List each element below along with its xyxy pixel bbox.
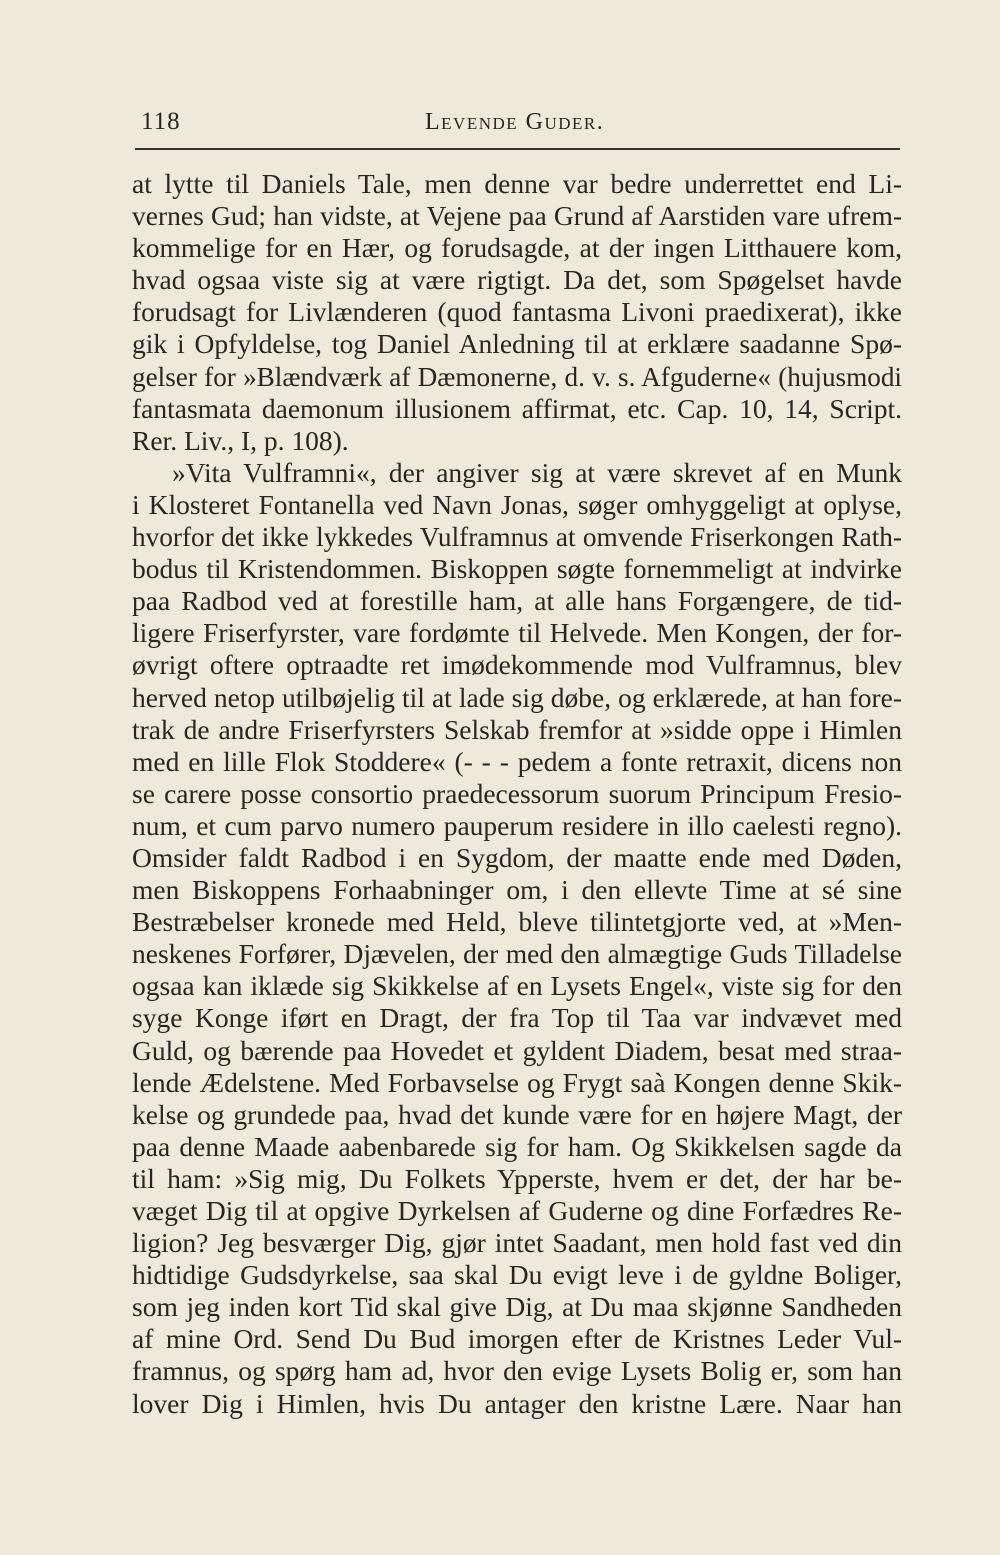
text-line: vernes Gud; han vidste, at Vejene paa Grund af Aarstiden vare ufrem- xyxy=(132,200,902,232)
text-line: Guld, og bærende paa Hovedet et gyldent Diadem, besat med straa- xyxy=(132,1034,902,1066)
text-line: bodus til Kristendommen. Biskoppen søgte fornemmeligt at indvirke xyxy=(132,553,902,585)
text-line: at lytte til Daniels Tale, men denne var bedre underrettet end Li- xyxy=(132,168,902,199)
text-line: hvorfor det ikke lykkedes Vulframnus at omvende Friserkongen Rath- xyxy=(132,522,902,553)
text-line: ogsaa kan iklæde sig Skikkelse af en Lysets Engel«, viste sig for den xyxy=(132,970,902,1002)
text-line: lover Dig i Himlen, hvis Du antager den kristne Lære. Naar han xyxy=(132,1387,902,1419)
text-line: væget Dig til at opgive Dyrkelsen af Guderne og dine Forfædres Re- xyxy=(132,1195,902,1226)
page-header xyxy=(135,108,900,144)
text-line: men Biskoppens Forhaabninger om, i den ellevte Time at sé sine xyxy=(132,874,902,906)
text-line: kommelige for en Hær, og forudsagde, at der ingen Litthauere kom, xyxy=(132,232,902,264)
running-title: Levende Guder. xyxy=(425,109,605,135)
text-line: Bestræbelser kronede med Held, bleve tilintetgjorte ved, at »Men- xyxy=(132,906,902,938)
text-line: hvad ogsaa viste sig at være rigtigt. Da det, som Spøgelset havde xyxy=(132,264,902,296)
text-line: neskenes Forfører, Djævelen, der med den almægtige Guds Tilladelse xyxy=(132,938,902,970)
text-line: se carere posse consortio praedecessorum suorum Principum Fresio- xyxy=(132,777,902,809)
text-line: hidtidige Gudsdyrkelse, saa skal Du evigt leve i de gyldne Boliger, xyxy=(132,1259,902,1291)
page-number: 118 xyxy=(141,108,181,135)
text-line: af mine Ord. Send Du Bud imorgen efter de Kristnes Leder Vul- xyxy=(132,1323,902,1355)
text-line: som jeg inden kort Tid skal give Dig, at Du maa skjønne Sandheden xyxy=(132,1291,902,1323)
text-line: paa Radbod ved at forestille ham, at alle hans Forgængere, de tid- xyxy=(132,585,902,617)
text-line: gik i Opfyldelse, tog Daniel Anledning til at erklære saadanne Spø- xyxy=(132,328,902,360)
text-line: kelse og grundede paa, hvad det kunde være for en højere Magt, der xyxy=(132,1098,902,1130)
text-line: Rer. Liv., I, p. 108). xyxy=(132,424,349,456)
text-line: trak de andre Friserfyrsters Selskab fremfor at »sidde oppe i Himlen xyxy=(132,713,902,745)
body-text xyxy=(132,168,902,1420)
text-line: paa denne Maade aabenbarede sig for ham. Og Skikkelsen sagde da xyxy=(132,1130,902,1162)
text-line: herved netop utilbøjelig til at lade sig døbe, og erklærede, at han fore- xyxy=(132,681,902,713)
text-line: forudsagt for Livlænderen (quod fantasma Livoni praedixerat), ikke xyxy=(132,296,902,328)
text-line: lende Ædelstene. Med Forbavselse og Frygt saà Kongen denne Skik- xyxy=(132,1066,902,1098)
header-rule xyxy=(135,148,900,150)
text-line: til ham: »Sig mig, Du Folkets Ypperste, hvem er det, der har be- xyxy=(132,1162,902,1194)
text-line: i Klosteret Fontanella ved Navn Jonas, søger omhyggeligt at oplyse, xyxy=(132,488,902,520)
text-line: gelser for »Blændværk af Dæmonerne, d. v. s. Afguderne« (hujusmodi xyxy=(132,361,902,392)
text-line: med en lille Flok Stoddere« (- - - pedem a fonte retraxit, dicens non xyxy=(132,745,902,777)
text-line: ligion? Jeg besværger Dig, gjør intet Saadant, men hold fast ved din xyxy=(132,1227,902,1259)
text-line: ligere Friserfyrster, vare fordømte til Helvede. Men Kongen, der for- xyxy=(132,617,902,649)
text-line: øvrigt oftere optraadte ret imødekommende mod Vulframnus, blev xyxy=(132,649,902,681)
text-line: Omsider faldt Radbod i en Sygdom, der maatte ende med Døden, xyxy=(132,841,902,873)
text-line: »Vita Vulframni«, der angiver sig at være skrevet af en Munk xyxy=(172,456,902,488)
text-line: fantasmata daemonum illusionem affirmat, etc. Cap. 10, 14, Script. xyxy=(132,392,902,424)
text-line: syge Konge iført en Dragt, der fra Top til Taa var indvævet med xyxy=(132,1002,902,1034)
text-line: num, et cum parvo numero pauperum residere in illo caelesti regno). xyxy=(132,809,902,841)
text-line: framnus, og spørg ham ad, hvor den evige Lysets Bolig er, som han xyxy=(132,1355,902,1387)
